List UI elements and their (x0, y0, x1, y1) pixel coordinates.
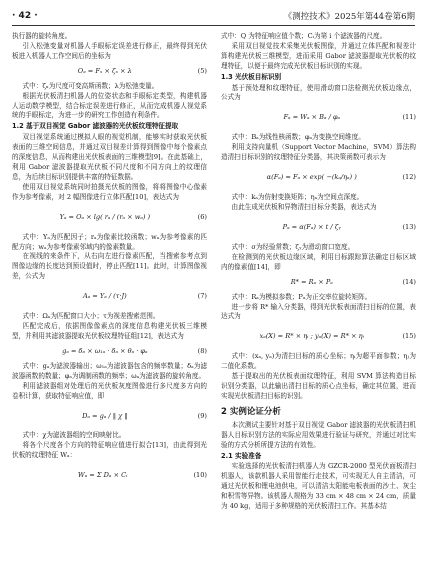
paragraph: 将各个尺度各个方向的特征响应值进行拟合[13]，由此得到光伏板的纹理特征 Wₐ： (12, 441, 207, 460)
paragraph: 执行器的旋转角度。 (12, 32, 72, 40)
equation-number: (12) (402, 173, 416, 182)
equation-number: (5) (197, 66, 207, 75)
header-rule (12, 25, 415, 26)
paragraph: 式中：gₐ为滤波器输出；ω₁ₐ为滤波器包含的频率数量；δₐ为滤波器函数的数量；φₐ为调制函数的频率；ωₐ为滤波器的旋转角度。 (12, 361, 207, 380)
equation-7 (12, 284, 207, 310)
equation-number: (9) (197, 411, 207, 420)
paragraph: 式中：ζₓ为尺度可变高斯函数；λ为松弛变量。 (22, 81, 159, 90)
equation-15 (221, 324, 416, 350)
paragraph: 实验选择的光伏板清扫机器人为 GZCR-2000 型光伏面板清扫机器人，该款机器人采用智能行走技术，可实现无人自主清洁，可通过光伏板和锂电池供电，可以清洁太阳能电板表面的沙土、灰尘和积雪等异物。该机器人规格为 33 cm × 48 cm × 24 cm，质量为 40 kg，适用于多种规格的光伏板清扫工作。其基本结 (221, 462, 416, 511)
paragraph: 根据光伏板清扫机器人的位姿状态和手眼标定类型，构建机器人运动数学模型，结合标定误差进行修正，从而完成机器人视觉系统的手眼标定，为进一步的研究工作创造有利条件。 (12, 91, 207, 120)
paragraph: 由此生成光伏板和异物清扫目标分类器，表达式为 (231, 202, 377, 211)
paragraph: 基于预处理和纹理特征，使用滑动窗口法检测光伏板边缘点，公式为 (221, 83, 416, 102)
equation-body: Wₐ = Σ Dₐ × Cᵢ (77, 471, 128, 480)
paragraph: 在检测到的光伏板边缘区域，利用目标跟踪算法确定目标区域内的像素值[14]，即 (221, 252, 416, 271)
paragraph: 式中：Yₐ为匹配因子；rₐ为像素比较函数；wₐ为参考像素的匹配方向；wₐ为参考像素邻域内的像素数量。 (12, 232, 207, 251)
equation-8 (12, 344, 207, 360)
equation-11 (221, 105, 416, 131)
equation-body: Pₐ = α(Fₐ) × t / ζᵧ (282, 222, 341, 231)
equation-number: (6) (197, 212, 207, 221)
section-heading: 1.3 光伏板目标识别 (221, 72, 282, 81)
left-column (12, 32, 207, 491)
paragraph: 匹配完成后，依据图像像素点的深度信息构建光伏板三维模型，并利用其滤波器提取光伏板纹理特征组[12]，表达式为 (12, 322, 207, 340)
equation-6 (12, 205, 207, 231)
journal-title: 《测控技术》2025年第44卷第6期 (283, 12, 415, 22)
paragraph: 在视线的来条件下，从右向左进行像素匹配，当搜索参考点到图像边缘的长度达到预设值时，停止匹配[11]。此时，计算图像视差，公式为 (12, 252, 207, 281)
equation-body: xₐ(X) = R* × ηᵢ ; yₐ(X) = R* × ηᵢ (259, 332, 364, 341)
equation-13 (221, 215, 416, 241)
section-heading: 1.2 基于双目视觉 Gabor 滤波器的光伏板纹理特征提取 (12, 122, 179, 131)
equation-body: Oₐ = Fₓ × ζₓ × λ (77, 66, 132, 75)
equation-number: (7) (197, 292, 207, 301)
page-number: · 42 · (12, 11, 38, 21)
paragraph: 利用支持向量机（Support Vector Machine，SVM）算法构造清扫目标识别的纹理特征分类器，其决策函数可表示为 (221, 143, 416, 162)
equation-9 (12, 403, 207, 429)
paragraph: 引入松弛变量对机器人手眼标定误差进行修正，最终得到光伏板进入机器人工作空间后的坐标为 (12, 41, 207, 60)
equation-body: Yₐ = Oₐ × lg( rₐ / (rₐ × wₐ) ) (59, 212, 151, 221)
paragraph: 式中：kₐ为仿射变换矩阵；ηₐ为空间点深度。 (231, 193, 364, 202)
equation-body: Dₐ = gₐ / ‖ χ ‖ (82, 411, 128, 420)
paragraph: 式中：χ为滤波器组的空间映射比。 (22, 431, 126, 440)
equation-body: Fₐ = Wₐ × Bₐ / φₐ (283, 113, 341, 122)
equation-number: (8) (197, 346, 207, 355)
paragraph: 使用双目视觉系统同时拍摄光伏板的图像，将将图像中心像素作为参考像素，对 2 幅图像进行立体匹配[10]，表达式为 (12, 182, 207, 201)
paragraph: 式中：Q 为特征响应值个数；Cᵢ为第 i 个滤波器的尺度。 (221, 32, 387, 40)
equation-number: (15) (402, 332, 416, 341)
right-column (221, 32, 416, 512)
paragraph: 采用双目视觉技术采集光伏板图像，并通过立体匹配和视差计算构建光伏板三维模型，进而采用 Gabor 滤波器提取光伏板的纹理特征，以便于最终完成光伏板目标识别的实现。 (221, 41, 416, 70)
paragraph: 式中：σ为经验常数；ζᵧ为滑动窗口宽度。 (231, 242, 355, 251)
running-header (12, 9, 415, 23)
section-heading: 2.1 实验准备 (221, 451, 262, 460)
section-heading: 2 实例论证分析 (221, 406, 281, 417)
paragraph: 利用滤波器组对处理后的光伏板灰度图像进行多尺度多方向的卷积计算，获取特征响应值，即 (12, 381, 207, 400)
paragraph: 式中：Rₐ为模拟参数；Pₐ为正交率位旋转矩阵。 (231, 292, 372, 301)
paragraph: 本次测试主要针对基于双目视觉 Gabor 滤波器的光伏板清扫机器人目标识别方法的实际应用效果进行验证与研究，并通过对比实验的方式分析所提方法的有效性。 (221, 420, 416, 449)
equation-body: R* = Rₐ × Pₐ (290, 277, 333, 286)
paragraph: 式中：Bₐ为线性核函数；φₐ为变换空间维度。 (231, 133, 365, 142)
equation-body: gₐ = δₐ × ω₁ₐ · δₐ × θₐ · φₐ (62, 346, 148, 355)
equation-10 (12, 463, 207, 489)
equation-number: (14) (402, 277, 416, 286)
equation-12 (221, 165, 416, 191)
equation-number: (11) (402, 113, 416, 122)
equation-number: (13) (402, 222, 416, 231)
paragraph: 双目视觉系统通过模拟人眼的视觉机制，能够实时获取光伏板表面的三维空间信息，并通过双目视差计算得到图像中每个像素点的深度信息，从而构建出光伏板表面的三维模型[9]。在此基础上，利用 Gabor 滤波器提取光伏板不同尺度和不同方向上的纹理信息，为后续目标识别提供丰富的特征数据。 (12, 133, 207, 181)
equation-body: Aₐ = Yₐ / (τ·J) (82, 292, 127, 301)
paragraph: 基于提取出的光伏板表面纹理特征，利用 SVM 算法构造目标识别分类器，以此输出清扫目标的质心点坐标，确定其位置，进而实现光伏板清扫目标的识别。 (221, 372, 416, 400)
equation-number: (10) (193, 471, 207, 480)
paragraph: 式中：Ωₐ为匹配窗口大小；τ为视差搜索范围。 (22, 312, 160, 321)
paragraph: 进一步将 R* 输入分类器，得到光伏板表面清扫目标的位置，表达式为 (221, 302, 416, 321)
equation-5 (12, 64, 207, 80)
equation-14 (221, 275, 416, 291)
paragraph: 式中：(xₐ, yₐ)为清扫目标的质心坐标；ηᵢ为超平面参数；ηⱼ为二值化系数。 (221, 352, 416, 371)
equation-body: α(Fₐ) = Fₐ × exp( −(kₐ/ηₐ) ) (266, 173, 357, 182)
